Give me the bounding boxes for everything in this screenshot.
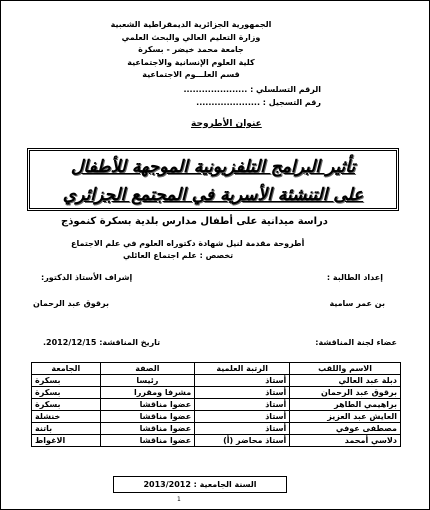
degree-line-2: تخصص : علم اجتماع العائلي — [123, 251, 234, 260]
registration-number-label: رقم التسجيل : ..................... — [196, 98, 321, 107]
table-row — [32, 399, 401, 411]
member-university: بسكرة — [32, 375, 101, 387]
table-row — [32, 375, 401, 387]
member-role: عضوا مناقشا — [100, 411, 195, 423]
header-line-republic: الجمهورية الجزائرية الديمقراطية الشعبية — [110, 20, 272, 29]
member-rank: أستاذ — [195, 375, 290, 387]
committee-table — [31, 362, 401, 447]
member-university: خنشلة — [32, 411, 101, 423]
table-row — [32, 387, 401, 399]
page-number: 1 — [177, 496, 181, 503]
thesis-title-line-2: على التنشئة الأسرية في المجتمع الجزائري — [62, 185, 364, 205]
member-university: باتنة — [32, 423, 101, 435]
member-rank: أستاذ — [195, 399, 290, 411]
member-role: عضوا مناقشا — [100, 423, 195, 435]
header-line-faculty: كلية العلوم الإنسانية والاجتماعية — [127, 57, 255, 67]
header-rank: الرتبة العلمية — [195, 363, 290, 375]
header-line-department: قسم العلـــوم الاجتماعية — [142, 70, 240, 79]
member-role: مشرفا ومقررا — [100, 387, 195, 399]
degree-line-1: أطروحة مقدمة لنيل شهادة دكتوراه العلوم في علم الاجتماع — [71, 239, 305, 248]
table-row — [32, 435, 401, 447]
header-line-university: جامعة محمد خيضر - بسكرة — [138, 45, 244, 54]
table-header-row — [32, 363, 401, 375]
serial-number-label: الرقم التسلسلي : ..................... — [183, 85, 321, 94]
member-name: براهيمي الطاهر — [290, 399, 401, 411]
academic-year: السنة الجامعية : 2013/2012 — [143, 480, 257, 489]
table-row — [32, 423, 401, 435]
supervisor-name: برقوق عبد الرحمان — [33, 299, 109, 308]
table-row — [32, 411, 401, 423]
member-university: بسكرة — [32, 387, 101, 399]
member-university: الاغواط — [32, 435, 101, 447]
member-university: بسكرة — [32, 399, 101, 411]
member-rank: أستاذ — [195, 411, 290, 423]
member-name: دلاسي أمحمد — [290, 435, 401, 447]
member-name: دبلة عبد العالي — [290, 375, 401, 387]
supervisor-label: إشراف الأستاذ الدكتور: — [41, 273, 133, 282]
defense-date: تاريخ المناقشة: 2012/12/15. — [43, 338, 161, 347]
student-name: بن عمر سامية — [329, 299, 385, 308]
member-rank: أستاذ محاضر (أ) — [195, 435, 290, 447]
header-role: الصفة — [100, 363, 195, 375]
header-name: الاسم واللقب — [290, 363, 401, 375]
member-role: عضوا مناقشا — [100, 399, 195, 411]
member-rank: أستاذ — [195, 387, 290, 399]
thesis-subtitle: دراسة ميدانية على أطفال مدارس بلدية بسكرة كنموذج — [61, 216, 328, 227]
member-name: برقوق عبد الرحمان — [290, 387, 401, 399]
member-rank: أستاذ — [195, 423, 290, 435]
prepared-by-label: إعداد الطالبة : — [326, 273, 383, 282]
academic-year-box — [113, 476, 287, 493]
thesis-title-label: عنوان الأطروحة — [191, 119, 262, 129]
thesis-title-line-1: تأثير البرامج التلفزيونية الموجهة للأطفال — [70, 157, 356, 177]
header-line-ministry: وزارة التعليم العالي والبحث العلمي — [121, 32, 261, 42]
committee-label: عضاء لجنة المناقشة: — [315, 338, 397, 347]
member-name: العايش عبد العزيز — [290, 411, 401, 423]
member-role: عضوا مناقشا — [100, 435, 195, 447]
member-role: رئيسا — [100, 375, 195, 387]
institution-header — [91, 19, 291, 82]
title-box — [27, 148, 399, 211]
member-name: مصطفى عوفي — [290, 423, 401, 435]
header-university: الجامعة — [32, 363, 101, 375]
